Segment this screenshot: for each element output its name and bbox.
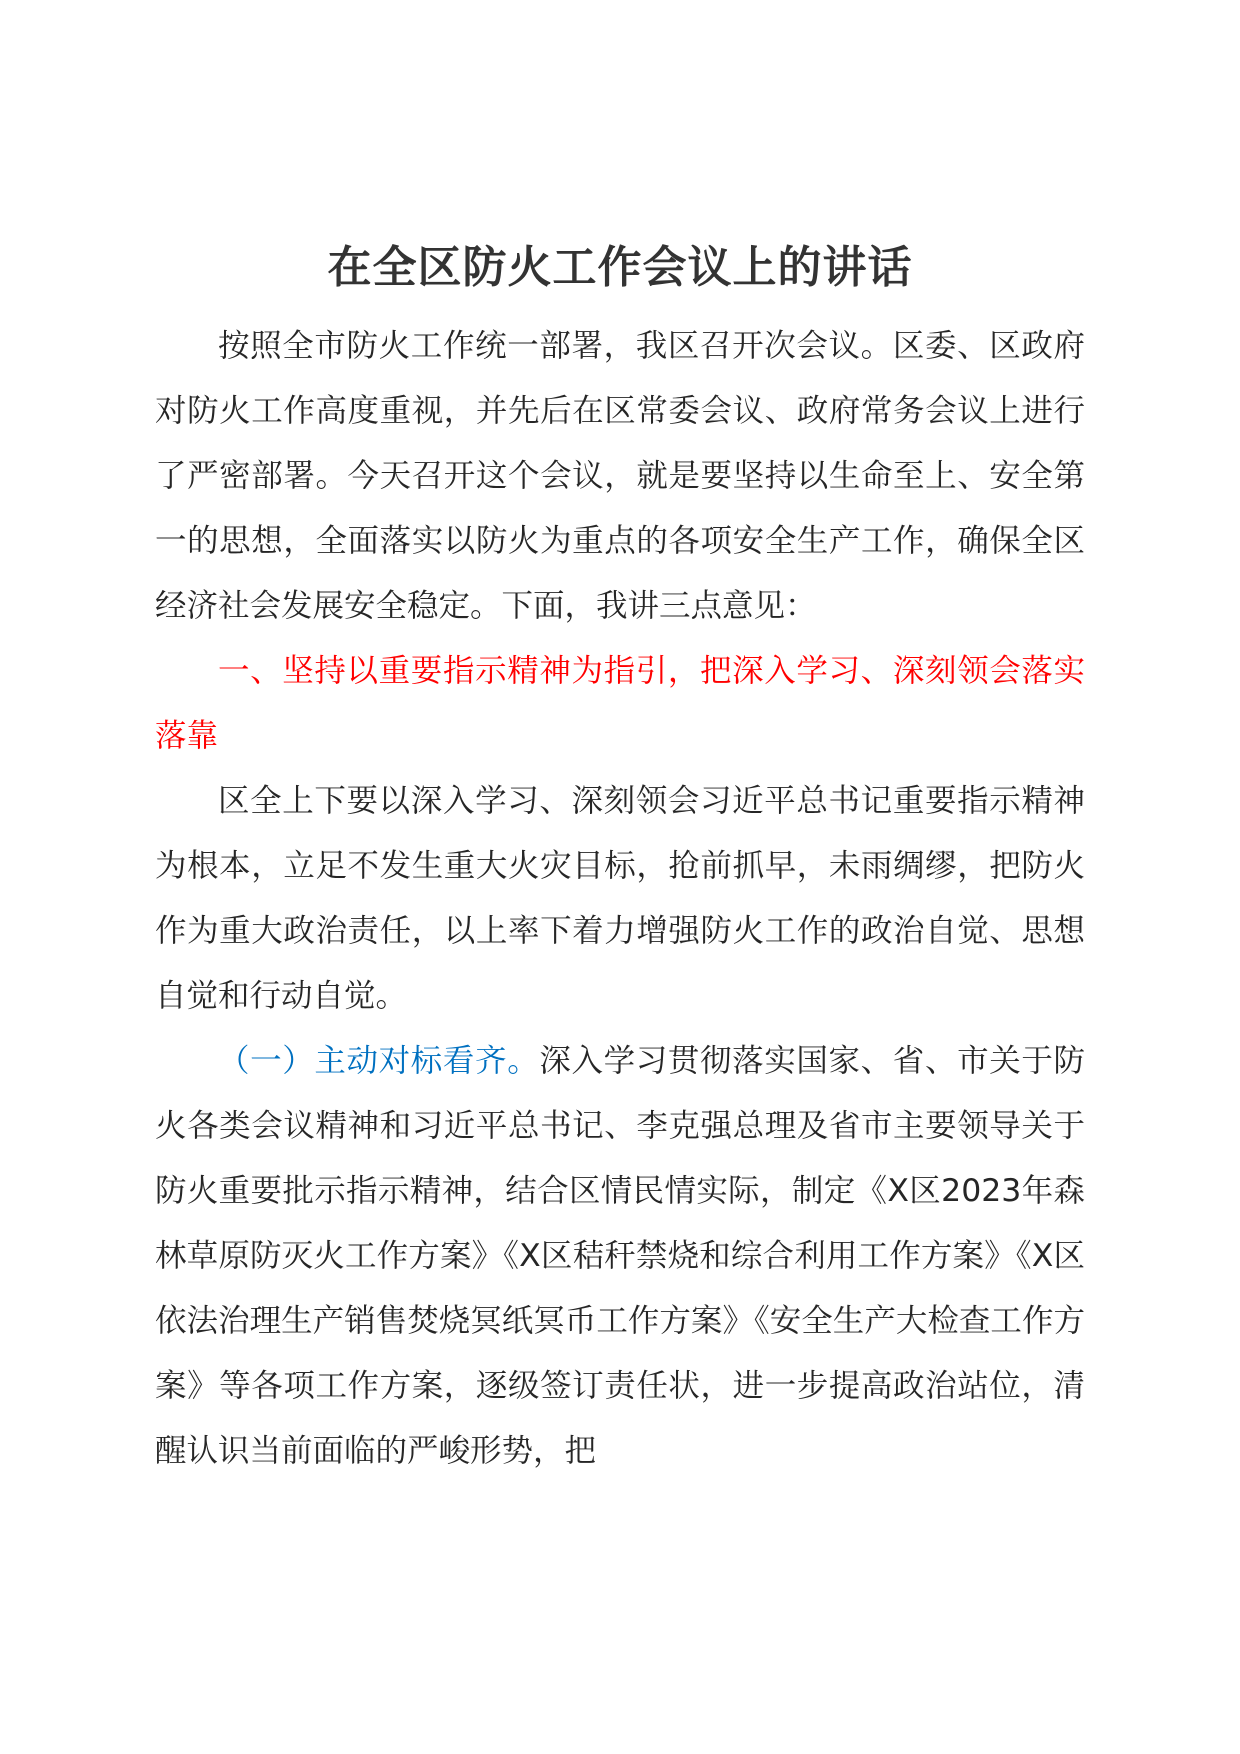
document-body <box>155 236 1085 1484</box>
section-heading-1: 一、坚持以重要指示精神为指引，把深入学习、深刻领会落实落靠 <box>155 653 1085 754</box>
intro-paragraph: 按照全市防火工作统一部署，我区召开次会议。区委、区政府对防火工作高度重视，并先后在区常委会议、政府常务会议上进行了严密部署。今天召开这个会议，就是要坚持以生命至上、安全第一的思想，全面落实以防火为重点的各项安全生产工作，确保全区经济社会发展安全稳定。下面，我讲三点意见： <box>155 328 1085 624</box>
section-1-paragraph: 区全上下要以深入学习、深刻领会习近平总书记重要指示精神为根本，立足不发生重大火灾目标，抢前抓早，未雨绸缪，把防火作为重大政治责任，以上率下着力增强防火工作的政治自觉、思想自觉和行动自觉。 <box>155 783 1085 1014</box>
page-title: 在全区防火工作会议上的讲话 <box>327 242 913 293</box>
subsection-paragraph-1 <box>155 1029 1085 1484</box>
subsection-heading-1: （一）主动对标看齐。 <box>218 1043 540 1079</box>
subsection-body-1: 深入学习贯彻落实国家、省、市关于防火各类会议精神和习近平总书记、李克强总理及省市主要领导关于防火重要批示指示精神，结合区情民情实际，制定《X区2023年森林草原防灭火工作方案》《X区秸秆禁烧和综合利用工作方案》《X区依法治理生产销售焚烧冥纸冥币工作方案》《安全生产大检查工作方案》等各项工作方案，逐级签订责任状，进一步提高政治站位，清醒认识当前面临的严峻形势，把 <box>155 1043 1085 1469</box>
